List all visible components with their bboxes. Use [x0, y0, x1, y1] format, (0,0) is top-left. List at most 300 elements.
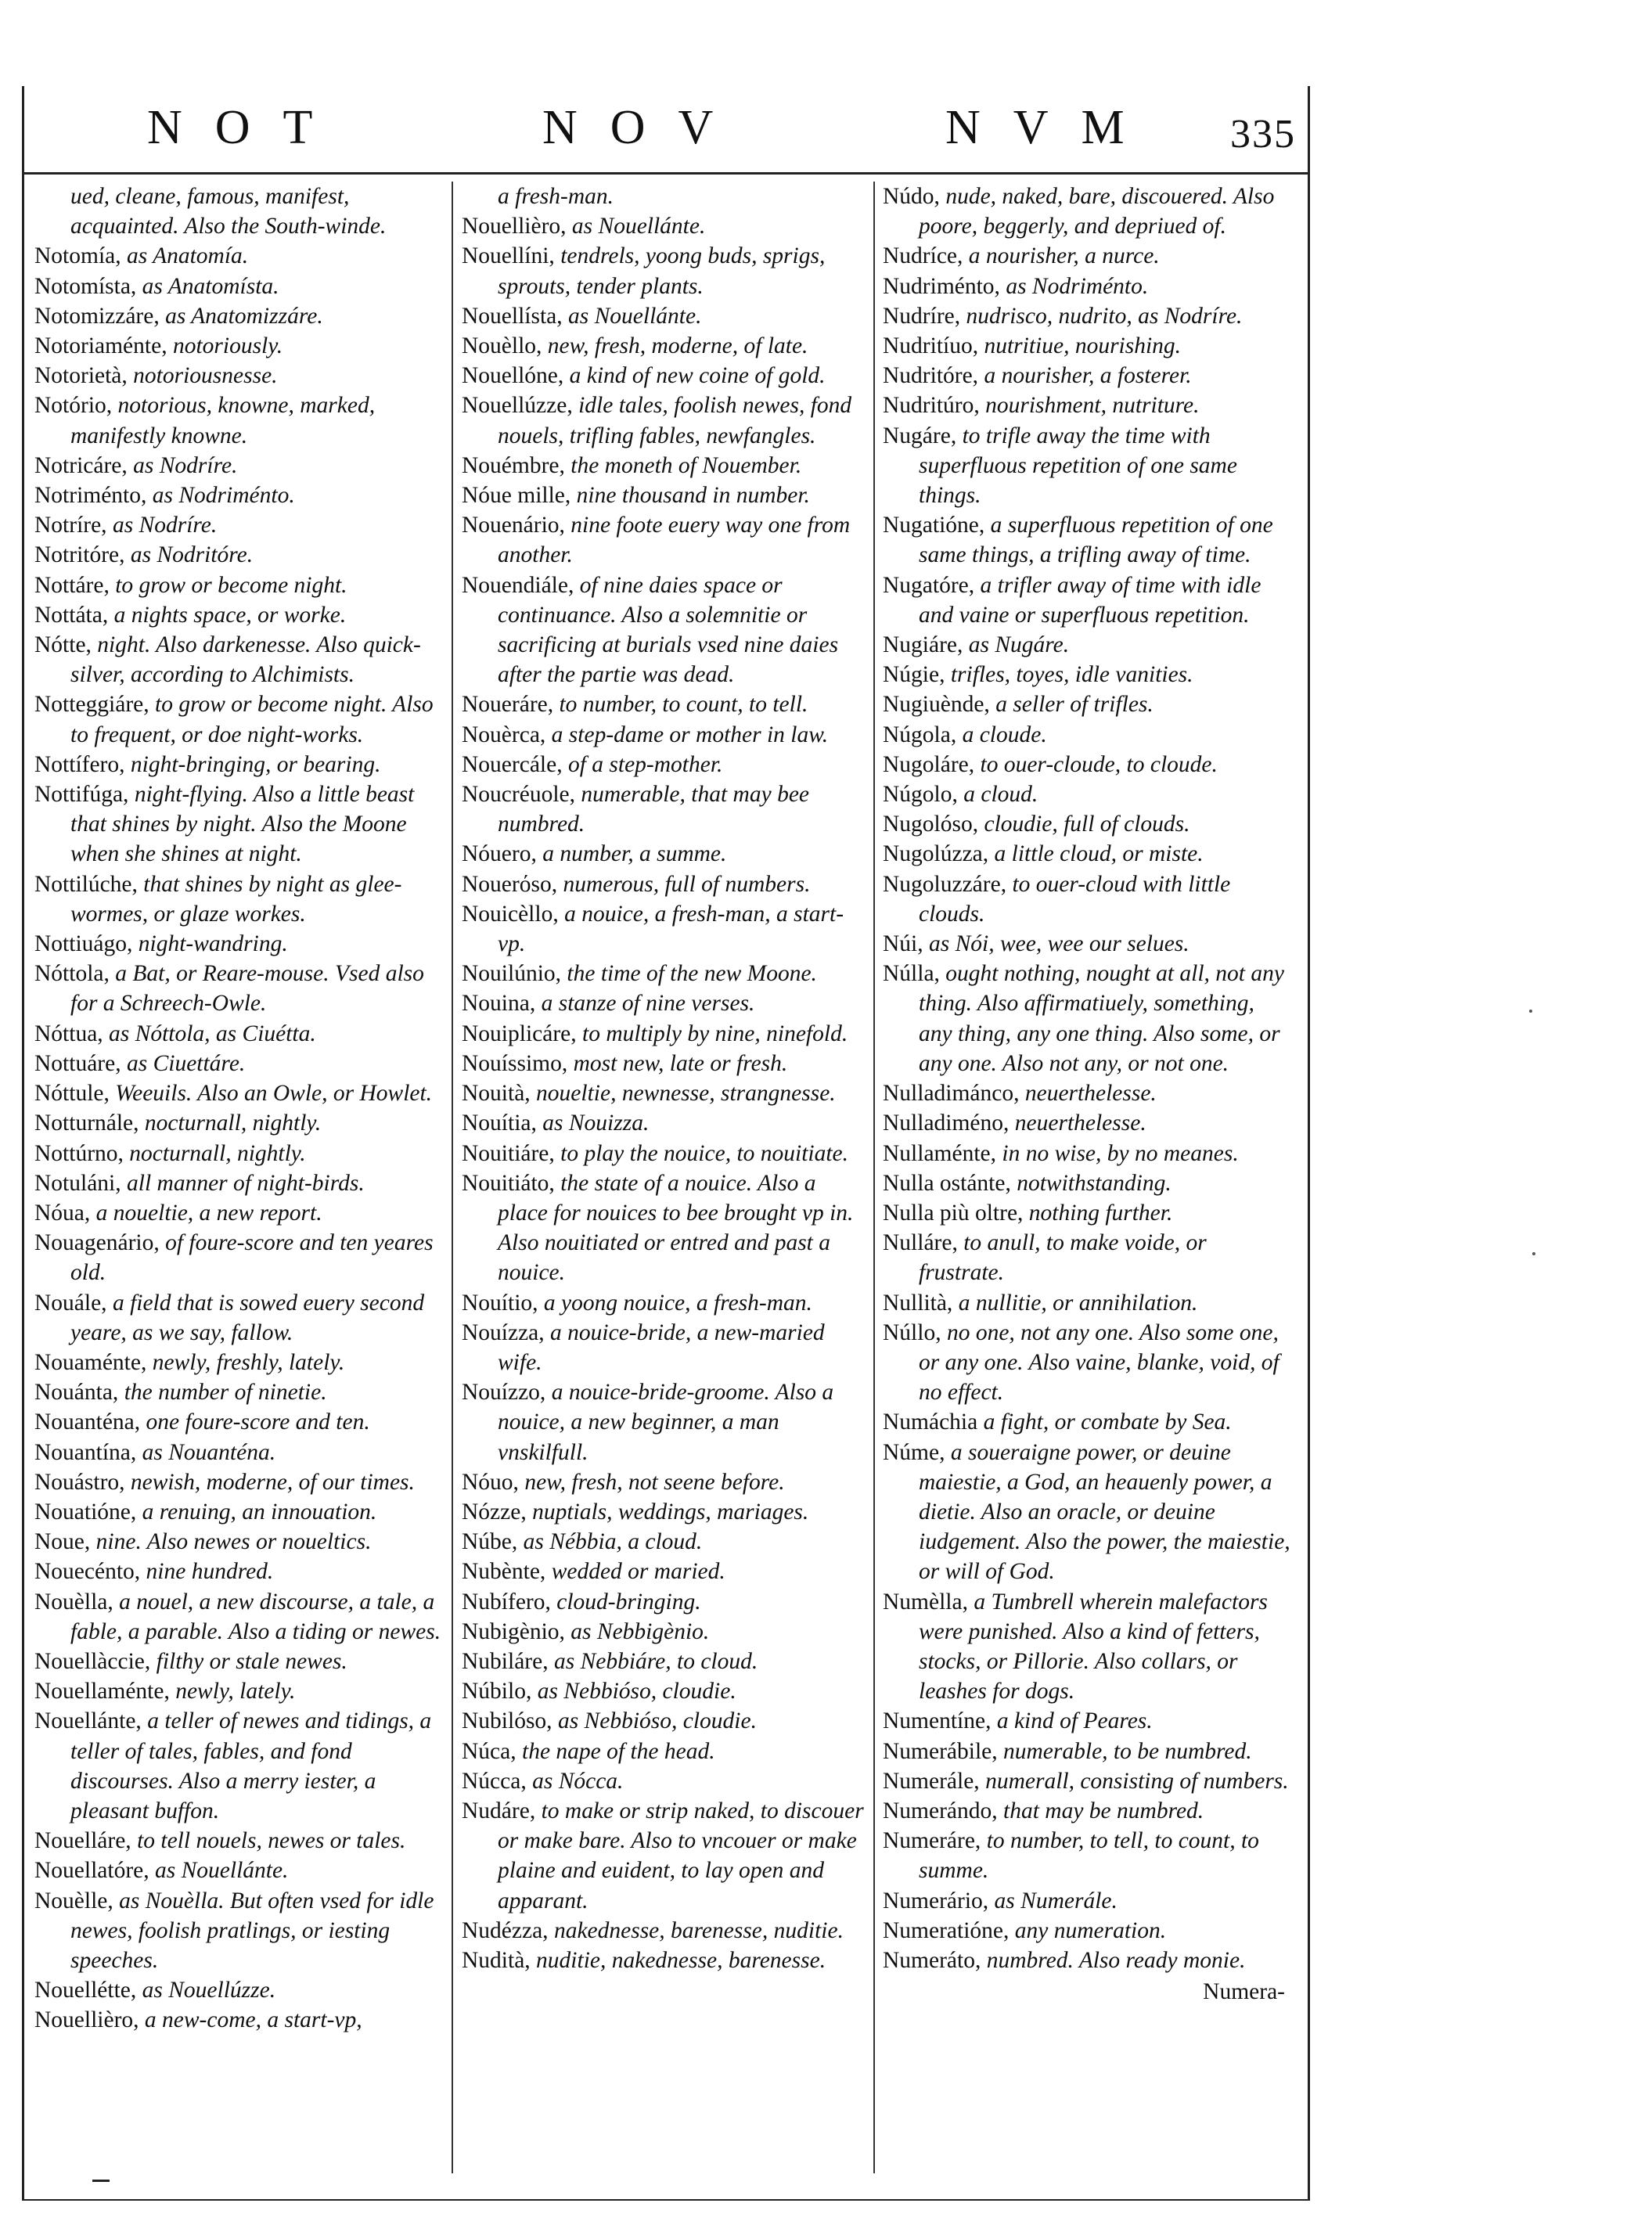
headword: Nouémbre,: [462, 452, 571, 478]
headword: Nóttola,: [34, 961, 116, 987]
definition: night-bringing, or bearing.: [130, 751, 381, 777]
definition: as Nodríre.: [133, 452, 238, 478]
definition: filthy or stale newes.: [156, 1648, 347, 1674]
headword: Nózze,: [462, 1499, 533, 1525]
headword: Nouaménte,: [34, 1349, 153, 1375]
dictionary-entry: [462, 1139, 865, 1168]
definition: night-wandring.: [138, 931, 288, 957]
continued-definition: [34, 182, 443, 241]
headword: Notomía,: [34, 243, 127, 269]
headword: Nouitiáre,: [462, 1140, 561, 1166]
dictionary-entry: [34, 1706, 443, 1826]
headword: Nouilúnio,: [462, 961, 567, 987]
definition: as Nouanténa.: [142, 1439, 276, 1465]
dictionary-entry: [462, 361, 865, 391]
headword: Nouástro,: [34, 1469, 131, 1495]
dictionary-entry: [883, 1438, 1291, 1587]
definition: as Nói, wee, wee our selues.: [929, 931, 1190, 957]
definition: that may be numbred.: [1003, 1798, 1204, 1823]
headword: Nudritúro,: [883, 393, 986, 419]
definition: numerous, full of numbers.: [563, 871, 811, 897]
margin-speck: [1532, 1252, 1535, 1255]
dictionary-entry: [462, 1617, 865, 1647]
headword: Numerário,: [883, 1888, 995, 1913]
definition: as Anatomísta.: [142, 273, 279, 299]
dictionary-entry: [462, 1796, 865, 1916]
headword: Numeráre,: [883, 1828, 987, 1854]
dictionary-entry: [34, 301, 443, 331]
headword: Núbe,: [462, 1529, 524, 1555]
definition: newly, lately.: [175, 1679, 296, 1705]
definition: one foure-score and ten.: [146, 1409, 370, 1435]
dictionary-entry: [883, 1916, 1291, 1946]
dictionary-entry: [462, 1676, 865, 1706]
continued-definition: [462, 182, 865, 211]
headword: Nouicèllo,: [462, 901, 565, 927]
definition: of foure-score and ten yeares old.: [70, 1230, 434, 1286]
headword: Notteggiáre,: [34, 692, 155, 718]
dictionary-entry: [462, 391, 865, 450]
dictionary-entry: [462, 869, 865, 899]
dictionary-entry: [34, 1467, 443, 1497]
definition: noueltie, newnesse, strangnesse.: [536, 1081, 836, 1107]
definition: a nouice-bride, a new-maried wife.: [498, 1319, 825, 1375]
definition: nakednesse, barenesse, nuditie.: [553, 1917, 844, 1943]
definition: a trifler away of time with idle and vaine or superfluous repetition.: [919, 572, 1261, 628]
headword: Numerále,: [883, 1768, 986, 1794]
headword: Nudritóre,: [883, 363, 984, 389]
definition: nocturnall, nightly.: [129, 1140, 306, 1166]
definition: a nouice, a fresh-man, a start-vp.: [498, 901, 844, 957]
headword: Numèlla,: [883, 1589, 974, 1615]
headword: Nulláre,: [883, 1230, 964, 1256]
definition: notorious, knowne, marked, manifestly knowne.: [70, 393, 376, 448]
dictionary-entry: [34, 600, 443, 630]
dictionary-entry: [34, 869, 443, 929]
definition: night-flying. Also a little beast that shines by night. Also the Moone when she shines at night.: [70, 782, 415, 867]
headword: Nudriménto,: [883, 273, 1006, 299]
headword: Nouánta,: [34, 1380, 124, 1406]
definition: a number, a summe.: [542, 841, 727, 867]
definition: as Nébbia, a cloud.: [523, 1529, 703, 1555]
dictionary-entry: [34, 1527, 443, 1557]
headword: Nouèllo,: [462, 333, 548, 359]
definition: no one, not any one. Also some one, or any one. Also vaine, blanke, void, of no effect.: [919, 1319, 1279, 1406]
dictionary-entry: [462, 481, 865, 510]
headword: Nubilóso,: [462, 1708, 558, 1734]
dictionary-entry: [883, 750, 1291, 779]
dictionary-entry: [34, 1856, 443, 1885]
dictionary-entry: [462, 241, 865, 301]
headword: Nudáre,: [462, 1798, 542, 1823]
header-middle-guideword: NOV: [542, 101, 747, 154]
headword: Nouèlla,: [34, 1589, 120, 1615]
dictionary-column-2: [462, 182, 865, 1975]
dictionary-entry: [462, 451, 865, 481]
headword: Nouanténa,: [34, 1409, 146, 1435]
dictionary-entry: [34, 272, 443, 301]
headword: Nóuero,: [462, 841, 543, 867]
dictionary-entry: [462, 1706, 865, 1736]
definition: most new, late or fresh.: [573, 1050, 788, 1076]
margin-speck: [1529, 1010, 1532, 1013]
dictionary-entry: [34, 1587, 443, 1647]
dictionary-entry: [883, 331, 1291, 361]
dictionary-entry: [883, 1826, 1291, 1885]
headword: Numeratióne,: [883, 1917, 1015, 1943]
definition: newly, freshly, lately.: [152, 1349, 345, 1375]
definition: as Nebbiáre, to cloud.: [553, 1648, 758, 1674]
definition: wedded or maried.: [551, 1559, 725, 1585]
dictionary-entry: [34, 1078, 443, 1108]
headword: Notomísta,: [34, 273, 142, 299]
headword: Notuláni,: [34, 1170, 127, 1196]
definition: night. Also darkenesse. Also quick-silver, according to Alchimists.: [70, 632, 421, 688]
headword: Nubífero,: [462, 1589, 557, 1615]
signature-mark: [92, 2180, 110, 2182]
headword: Nottiuágo,: [34, 931, 139, 957]
definition: a cloud.: [963, 782, 1038, 808]
dictionary-entry: [462, 211, 865, 241]
headword: Nottilúche,: [34, 871, 144, 897]
headword: Núca,: [462, 1738, 522, 1764]
dictionary-entry: [34, 1198, 443, 1228]
dictionary-entry: [34, 1826, 443, 1856]
headword: Nouelláre,: [34, 1828, 138, 1854]
headword: Nudríre,: [883, 303, 966, 329]
definition: of nine daies space or continuance. Also a solemnitie or sacrificing at burials vsed nine daies after the partie was dead.: [498, 572, 839, 688]
dictionary-entry: [883, 1737, 1291, 1766]
headword: Núdo,: [883, 184, 946, 209]
headword: Núllo,: [883, 1319, 947, 1345]
dictionary-entry: [462, 1587, 865, 1617]
definition: the time of the new Moone.: [567, 961, 817, 987]
dictionary-entry: [883, 1078, 1291, 1108]
dictionary-entry: [34, 689, 443, 749]
headword: Núgolo,: [883, 782, 964, 808]
dictionary-entry: [462, 779, 865, 839]
headword: Notturnále,: [34, 1111, 145, 1136]
dictionary-entry: [883, 182, 1291, 241]
dictionary-entry: [883, 1407, 1291, 1437]
dictionary-entry: [883, 959, 1291, 1078]
definition: as Nebbióso, cloudie.: [537, 1679, 736, 1705]
dictionary-entry: [34, 1647, 443, 1676]
dictionary-entry: [462, 720, 865, 750]
headword: Nouagenário,: [34, 1230, 166, 1256]
dictionary-entry: [883, 1228, 1291, 1287]
definition: nocturnall, nightly.: [144, 1111, 322, 1136]
dictionary-entry: [883, 1318, 1291, 1408]
headword: Nóuo,: [462, 1469, 525, 1495]
headword: Nouítio,: [462, 1290, 544, 1316]
dictionary-entry: [34, 1676, 443, 1706]
headword: Núi,: [883, 931, 929, 957]
dictionary-entry: [462, 1288, 865, 1318]
headword: Nudritíuo,: [883, 333, 984, 359]
headword: Nótte,: [34, 632, 98, 658]
headword: Noucréuole,: [462, 782, 581, 808]
headword: Nouiplicáre,: [462, 1021, 582, 1046]
headword: Nugolóso,: [883, 812, 984, 837]
definition: as Nouellúzze.: [142, 1978, 276, 2003]
dictionary-entry: [883, 241, 1291, 271]
headword: Nudità,: [462, 1947, 537, 1973]
dictionary-entry: [462, 1737, 865, 1766]
definition: nothing further.: [1028, 1200, 1173, 1226]
headword: Nouercále,: [462, 751, 568, 777]
definition: to grow or become night. Also to frequent, or doe night-works.: [70, 692, 434, 747]
dictionary-entry: [883, 272, 1291, 301]
dictionary-entry: [883, 301, 1291, 331]
headword: Nugiáre,: [883, 632, 969, 658]
headword: Nullità,: [883, 1290, 959, 1316]
definition: tendrels, yoong buds, sprigs, sprouts, tender plants.: [498, 243, 826, 299]
definition: to number, to tell, to count, to summe.: [919, 1828, 1259, 1884]
dictionary-entry: [34, 750, 443, 779]
headword: Nouále,: [34, 1290, 113, 1316]
definition: nudrisco, nudrito, as Nodríre.: [966, 303, 1243, 329]
dictionary-entry: [883, 571, 1291, 630]
headword: Nottáre,: [34, 572, 116, 598]
headword: Nouèrca,: [462, 722, 552, 747]
headword: Notricáre,: [34, 452, 134, 478]
definition: new, fresh, moderne, of late.: [547, 333, 808, 359]
dictionary-entry: [34, 1497, 443, 1527]
headword: Notoriaménte,: [34, 333, 173, 359]
definition: nutritiue, nourishing.: [984, 333, 1182, 359]
definition: nine thousand in number.: [576, 483, 810, 509]
definition: to grow or become night.: [115, 572, 347, 598]
definition: the state of a nouice. Also a place for nouices to bee brought vp in. Also nouitiated or entred and past a nouice.: [498, 1170, 854, 1286]
definition: a nouel, a new discourse, a tale, a fable, a parable. Also a tiding or newes.: [70, 1589, 441, 1644]
definition: notwithstanding.: [1017, 1170, 1172, 1196]
definition: numerable, to be numbred.: [1003, 1738, 1252, 1764]
dictionary-entry: [34, 1019, 443, 1049]
dictionary-entry: [34, 1886, 443, 1976]
definition: a seller of trifles.: [995, 692, 1154, 718]
headword: Nouellàccie,: [34, 1648, 157, 1674]
definition: as Nouèlla. But often vsed for idle newes, foolish pratlings, or iesting speeches.: [70, 1888, 434, 1973]
definition: numbred. Also ready monie.: [986, 1947, 1246, 1973]
definition: of a step-mother.: [567, 751, 723, 777]
headword: Nouellóne,: [462, 363, 570, 389]
dictionary-entry: [462, 750, 865, 779]
definition: neuerthelesse.: [1024, 1081, 1157, 1107]
dictionary-entry: [883, 1946, 1291, 1975]
headword: Nubènte,: [462, 1559, 552, 1585]
dictionary-entry: [462, 689, 865, 719]
dictionary-entry: [462, 571, 865, 690]
definition: the nape of the head.: [522, 1738, 715, 1764]
definition: as Anatomizzáre.: [165, 303, 323, 329]
dictionary-entry: [34, 779, 443, 869]
definition: as Nodritóre.: [130, 542, 254, 568]
definition: a Tumbrell wherein malefactors were punished. Also a kind of fetters, stocks, or Pillorie. Also collars, or leashes for dogs.: [919, 1589, 1268, 1705]
definition: to number, to count, to tell.: [559, 692, 808, 718]
dictionary-entry: [462, 1766, 865, 1796]
definition: a nourisher, a fosterer.: [984, 363, 1192, 389]
definition: cloudie, full of clouds.: [984, 812, 1190, 837]
headword: Notomizzáre,: [34, 303, 166, 329]
definition: to multiply by nine, ninefold.: [582, 1021, 848, 1046]
definition: any numeration.: [1014, 1917, 1167, 1943]
header-left-guideword: NOT: [147, 101, 346, 154]
dictionary-entry: [34, 1228, 443, 1287]
dictionary-entry: [34, 1168, 443, 1198]
definition: the moneth of Nouember.: [570, 452, 802, 478]
definition: a new-come, a start-vp,: [144, 2007, 362, 2033]
definition: a soueraigne power, or deuine maiestie, a God, an heauenly power, a dietie. Also an oracle, or deuine iudgement. Also the power, the maiestie, or will of God.: [919, 1439, 1290, 1585]
headword: Núcca,: [462, 1768, 533, 1794]
definition: as Nouellánte.: [571, 214, 706, 239]
definition: as Numerále.: [994, 1888, 1118, 1913]
definition: as Nóttola, as Ciuétta.: [109, 1021, 316, 1046]
definition: nuptials, weddings, mariages.: [532, 1499, 809, 1525]
definition: nude, naked, bare, discouered. Also poore, beggerly, and depriued of.: [919, 184, 1275, 239]
headword: Notório,: [34, 393, 118, 419]
dictionary-entry: [462, 1527, 865, 1557]
headword: Núgola,: [883, 722, 963, 747]
dictionary-entry: [462, 1078, 865, 1108]
definition: to make or strip naked, to discouer or make bare. Also to vncouer or make plaine and euident, to lay open and apparant.: [498, 1798, 864, 1913]
headword: Nubigènio,: [462, 1618, 571, 1644]
definition: to trifle away the time with superfluous repetition of one same things.: [919, 423, 1237, 509]
dictionary-entry: [462, 1497, 865, 1527]
definition: a superfluous repetition of one same things, a trifling away of time.: [919, 513, 1273, 568]
dictionary-entry: [462, 1467, 865, 1497]
headword: Nóua,: [34, 1200, 96, 1226]
definition: to tell nouels, newes or tales.: [137, 1828, 406, 1854]
definition: a kind of new coine of gold.: [569, 363, 826, 389]
definition: Weeuils. Also an Owle, or Howlet.: [115, 1081, 433, 1107]
headword: Notorietà,: [34, 363, 134, 389]
definition: trifles, toyes, idle vanities.: [950, 662, 1193, 688]
dictionary-entry: [883, 421, 1291, 511]
definition: notoriousnesse.: [133, 363, 278, 389]
headword: Nullaménte,: [883, 1140, 1002, 1166]
definition: ought nothing, nought at all, not any thing. Also affirmatiuely, something, any thing, any one thing. Also some, or any one. Also not any, or not one.: [919, 961, 1284, 1076]
definition: a yoong nouice, a fresh-man.: [543, 1290, 812, 1316]
dictionary-entry: [462, 1557, 865, 1586]
dictionary-entry: [462, 899, 865, 959]
headword: Nulla ostánte,: [883, 1170, 1017, 1196]
definition: new, fresh, not seene before.: [524, 1469, 785, 1495]
dictionary-entry: [34, 1049, 443, 1078]
headword: Nouendiále,: [462, 572, 580, 598]
headword: Nugáre,: [883, 423, 963, 448]
dictionary-entry: [462, 839, 865, 869]
dictionary-entry: [462, 1377, 865, 1467]
dictionary-entry: [883, 929, 1291, 959]
dictionary-entry: [34, 1557, 443, 1586]
definition: a renuing, an innouation.: [142, 1499, 377, 1525]
definition: idle tales, foolish newes, fond nouels, trifling fables, newfangles.: [498, 393, 852, 448]
headword: Nulladiméno,: [883, 1111, 1015, 1136]
headword: Nulladimánco,: [883, 1081, 1025, 1107]
definition: a step-dame or mother in law.: [551, 722, 829, 747]
headword: Nóue mille,: [462, 483, 577, 509]
dictionary-entry: [34, 510, 443, 540]
headword: Nóttule,: [34, 1081, 116, 1107]
dictionary-entry: [34, 571, 443, 600]
headword: Nouantína,: [34, 1439, 142, 1465]
definition: numerable, that may bee numbred.: [498, 782, 810, 837]
definition: as Ciuettáre.: [126, 1050, 246, 1076]
dictionary-entry: [883, 1706, 1291, 1736]
headword: Notríre,: [34, 513, 113, 538]
dictionary-entry: [462, 1647, 865, 1676]
headword: Nudézza,: [462, 1917, 554, 1943]
dictionary-entry: [462, 1019, 865, 1049]
dictionary-entry: [883, 1766, 1291, 1796]
definition: a cloude.: [962, 722, 1047, 747]
headword: Nouellánte,: [34, 1708, 148, 1734]
headword: Nottúrno,: [34, 1140, 130, 1166]
dictionary-entry: [883, 630, 1291, 660]
dictionary-entry: [34, 1108, 443, 1138]
definition: to play the nouice, to nouitiate.: [560, 1140, 849, 1166]
definition: to anull, to make voide, or frustrate.: [919, 1230, 1207, 1286]
dictionary-entry: [883, 809, 1291, 839]
headword: Nouízzo,: [462, 1380, 552, 1406]
dictionary-entry: [34, 1377, 443, 1407]
definition: a fresh-man.: [498, 184, 614, 209]
definition: in no wise, by no meanes.: [1002, 1140, 1239, 1166]
definition: a stanze of nine verses.: [541, 991, 755, 1017]
dictionary-column-1: [34, 182, 443, 2036]
headword: Nouellatóre,: [34, 1858, 155, 1884]
headword: Nulla più oltre,: [883, 1200, 1029, 1226]
headword: Nottáta,: [34, 602, 114, 628]
dictionary-entry: [883, 391, 1291, 420]
dictionary-entry: [883, 839, 1291, 869]
catchword: Numera-: [1203, 1979, 1285, 2005]
definition: all manner of night-birds.: [127, 1170, 365, 1196]
column-rule-left: [452, 182, 453, 2173]
headword: Notritóre,: [34, 542, 131, 568]
definition: a kind of Peares.: [996, 1708, 1153, 1734]
definition: newish, moderne, of our times.: [130, 1469, 415, 1495]
definition: as Nouellánte.: [155, 1858, 289, 1884]
definition: as Nouellánte.: [568, 303, 702, 329]
column-rule-right: [873, 182, 875, 2173]
headword: Nouellísta,: [462, 303, 569, 329]
headword: Numáchia: [883, 1409, 984, 1435]
definition: as Nócca.: [532, 1768, 624, 1794]
headword: Nouità,: [462, 1081, 537, 1107]
headword: Numentíne,: [883, 1708, 997, 1734]
dictionary-entry: [34, 451, 443, 481]
definition: nine hundred.: [146, 1559, 274, 1585]
dictionary-column-3: [883, 182, 1291, 2007]
definition: cloud-bringing.: [556, 1589, 701, 1615]
page-number: 335: [1230, 112, 1296, 157]
definition: a nourisher, a nurce.: [968, 243, 1160, 269]
dictionary-entry: [883, 1139, 1291, 1168]
definition: ued, cleane, famous, manifest, acquainted. Also the South-winde.: [70, 184, 387, 239]
headword: Nouitiáto,: [462, 1170, 561, 1196]
definition: nine. Also newes or noueltics.: [95, 1529, 372, 1555]
headword: Nugatóre,: [883, 572, 981, 598]
dictionary-entry: [34, 331, 443, 361]
headword: Numeráto,: [883, 1947, 987, 1973]
headword: Nóttua,: [34, 1021, 110, 1046]
definition: as Nebbióso, cloudie.: [557, 1708, 757, 1734]
dictionary-entry: [883, 1108, 1291, 1138]
dictionary-entry: [462, 1049, 865, 1078]
definition: as Nodríre.: [112, 513, 218, 538]
